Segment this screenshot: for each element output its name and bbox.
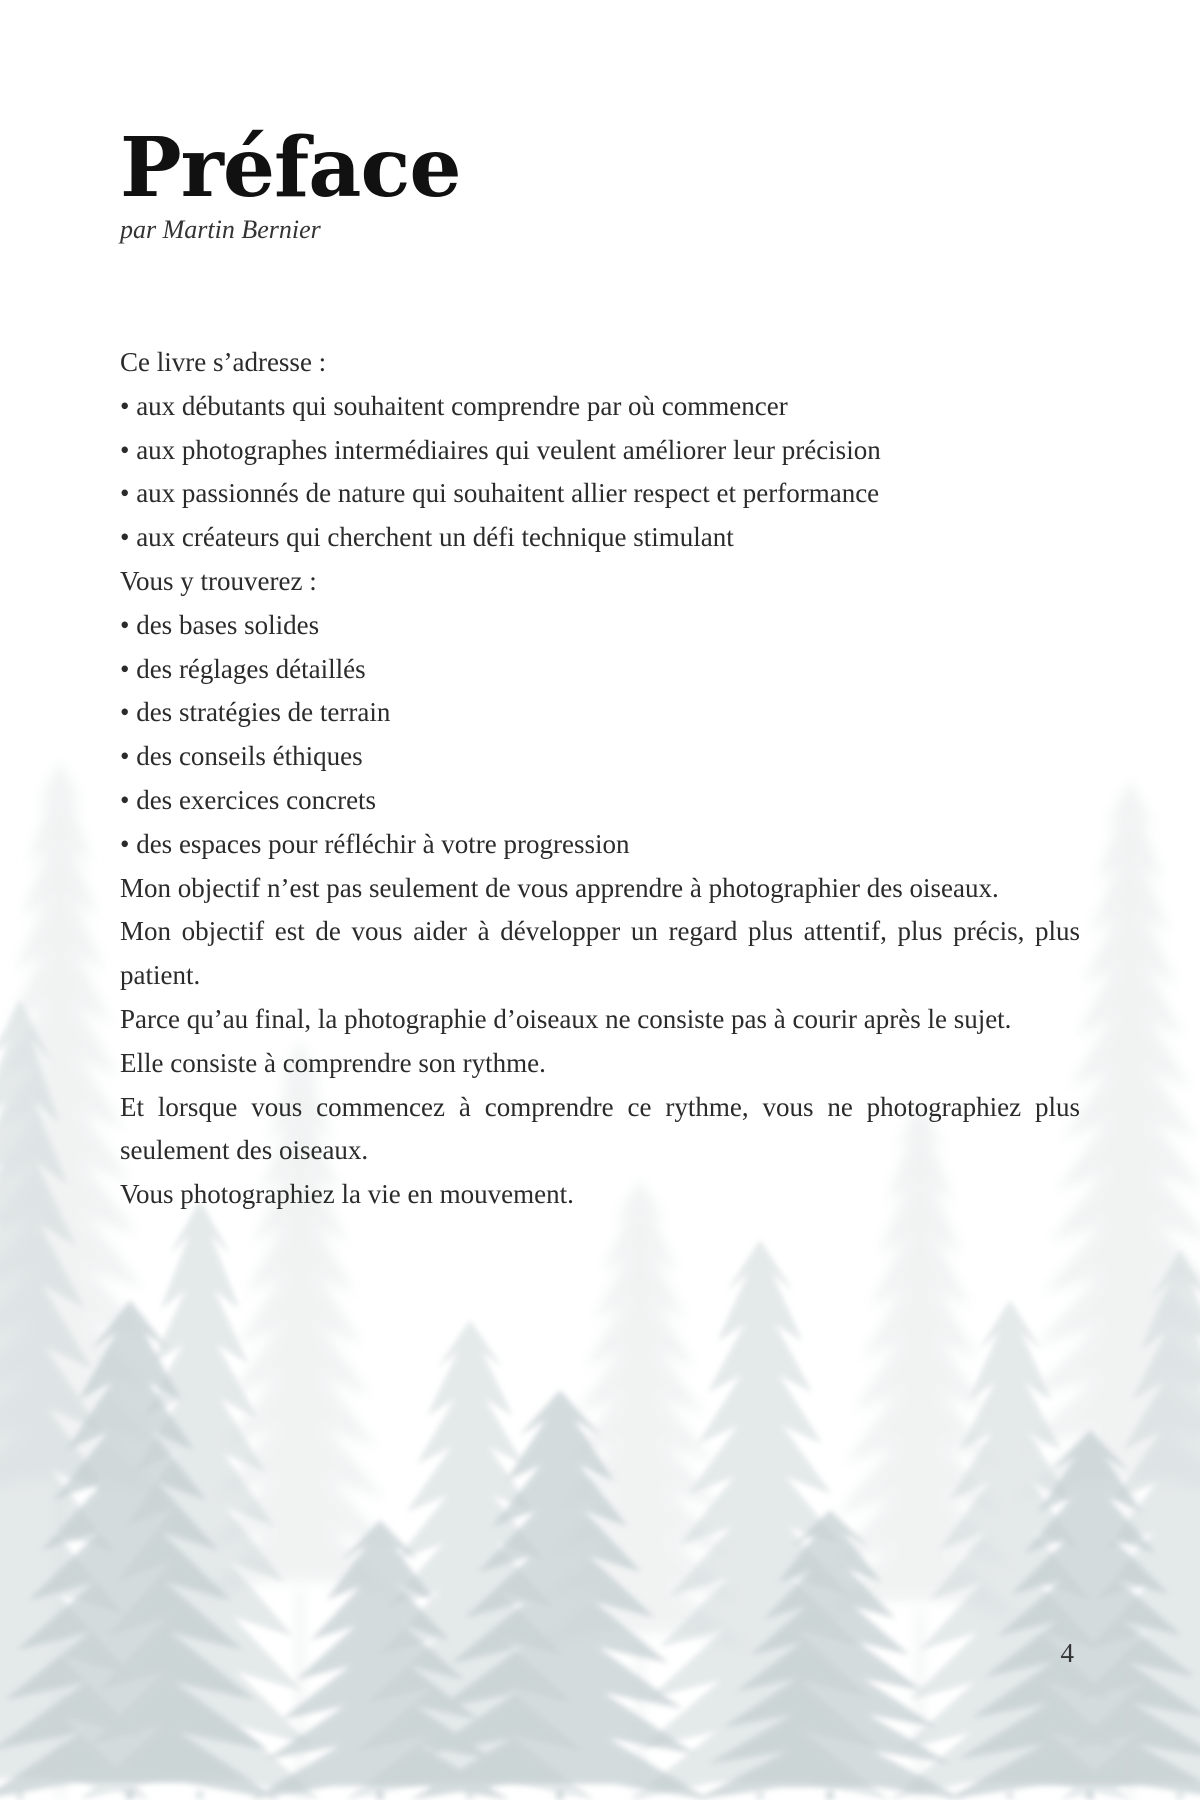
preface-content bbox=[120, 120, 1080, 1217]
paragraph: Vous photographiez la vie en mouvement. bbox=[120, 1179, 574, 1210]
paragraph: Elle consiste à comprendre son rythme. bbox=[120, 1047, 546, 1078]
list-item: • aux débutants qui souhaitent comprendre par où commencer bbox=[120, 390, 788, 421]
list-item: • des bases solides bbox=[120, 609, 320, 640]
paragraph: Mon objectif n’est pas seulement de vous apprendre à photographier des oiseaux. bbox=[120, 872, 999, 903]
list-item: • des conseils éthiques bbox=[120, 741, 363, 772]
author-byline: par Martin Bernier bbox=[120, 215, 321, 244]
list-item: • des exercices concrets bbox=[120, 784, 377, 815]
list-item: • des espaces pour réfléchir à votre progression bbox=[120, 828, 630, 859]
page-number: 4 bbox=[1060, 1638, 1074, 1668]
paragraph: Et lorsque vous commencez à comprendre ce rythme, vous ne photographiez plus seulement des oiseaux. bbox=[120, 1091, 1080, 1166]
list-item: • des réglages détaillés bbox=[120, 653, 366, 684]
list-item: • aux photographes intermédiaires qui veulent améliorer leur précision bbox=[120, 434, 881, 465]
preface-body bbox=[120, 341, 1080, 1217]
paragraph: Parce qu’au final, la photographie d’oiseaux ne consiste pas à courir après le sujet. bbox=[120, 1003, 1012, 1034]
list-item: • aux passionnés de nature qui souhaitent allier respect et performance bbox=[120, 478, 880, 509]
contents-intro: Vous y trouverez : bbox=[120, 565, 317, 596]
page-title: Préface bbox=[120, 120, 461, 216]
list-item: • aux créateurs qui cherchent un défi technique stimulant bbox=[120, 522, 734, 553]
list-item: • des stratégies de terrain bbox=[120, 697, 391, 728]
audience-intro: Ce livre s’adresse : bbox=[120, 347, 327, 377]
paragraph: Mon objectif est de vous aider à développer un regard plus attentif, plus précis, plus patient. bbox=[120, 916, 1080, 991]
